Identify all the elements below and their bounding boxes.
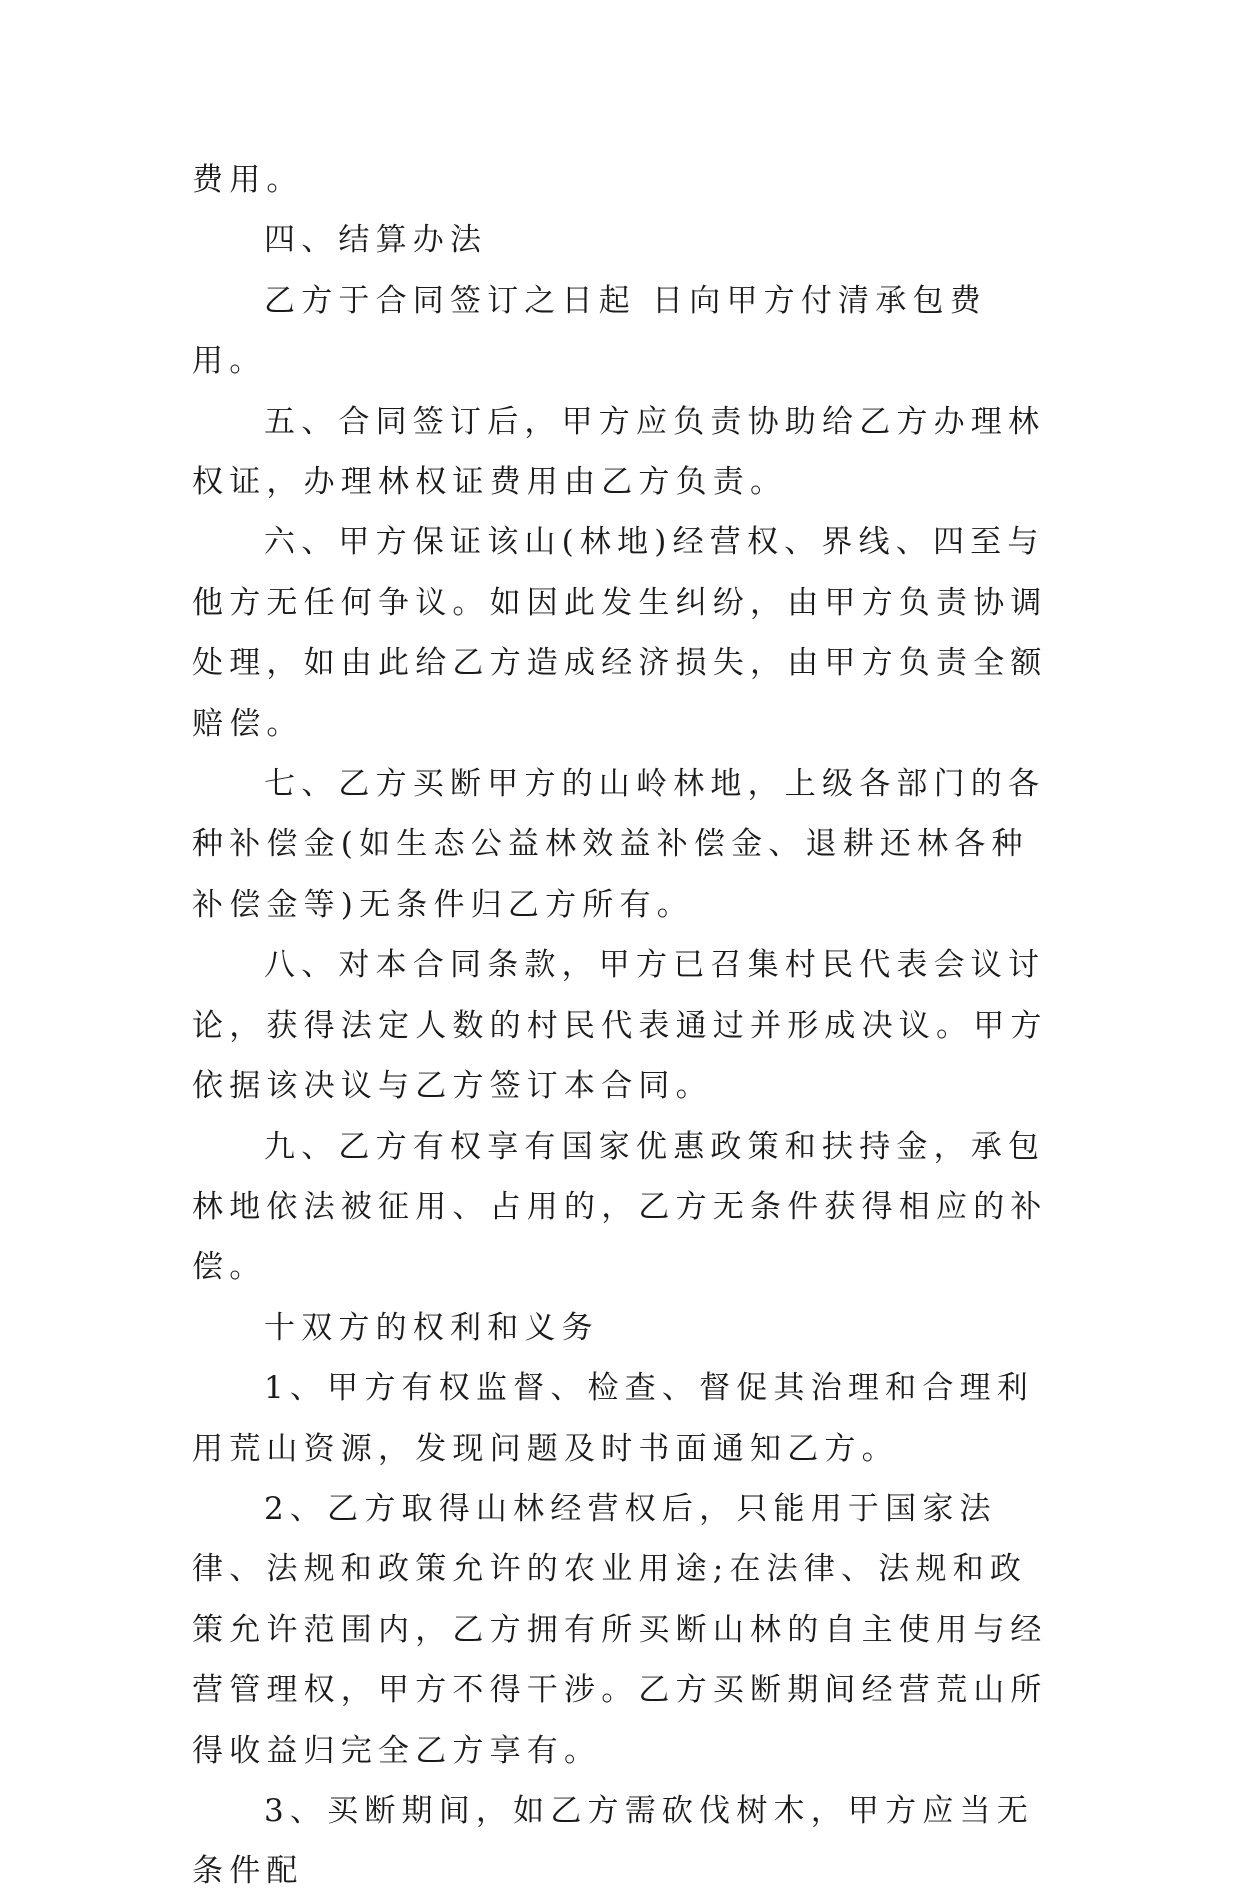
paragraph-payment-term: 乙方于合同签订之日起 日向甲方付清承包费用。 [192, 282, 987, 380]
heading-rights-obligations: 十双方的权利和义务 [264, 1309, 599, 1346]
item-one: 1、甲方有权监督、检查、督促其治理和合理利用荒山资源，发现问题及时书面通知乙方。 [192, 1370, 1034, 1467]
clause-nine: 九、乙方有权享有国家优惠政策和扶持金，承包林地依法被征用、占用的，乙方无条件获得相应的补偿。 [192, 1128, 1048, 1286]
heading-settlement-method: 四、结算办法 [264, 222, 488, 259]
document-body [192, 150, 1057, 1902]
clause-seven: 七、乙方买断甲方的山岭林地，上级各部门的各种补偿金(如生态公益林效益补偿金、退耕还林各种补偿金等)无条件归乙方所有。 [192, 766, 1046, 923]
item-two: 2、乙方取得山林经营权后，只能用于国家法律、法规和政策允许的农业用途;在法律、法规和政策允许范围内，乙方拥有所买断山林的自主使用与经营管理权，甲方不得干涉。乙方买断期间经营荒山所得收益归完全乙方享有。 [192, 1490, 1048, 1769]
clause-eight: 八、对本合同条款，甲方已召集村民代表会议讨论，获得法定人数的村民代表通过并形成决议。甲方依据该决议与乙方签订本合同。 [192, 947, 1048, 1105]
item-three: 3、买断期间，如乙方需砍伐树木，甲方应当无条件配 [192, 1792, 1034, 1890]
clause-six: 六、甲方保证该山(林地)经营权、界线、四至与他方无任何争议。如因此发生纠纷，由甲方负责协调处理，如由此给乙方造成经济损失，由甲方负责全额赔偿。 [192, 524, 1048, 742]
paragraph-fee-end: 费用。 [192, 162, 304, 198]
clause-five: 五、合同签订后，甲方应负责协助给乙方办理林权证，办理林权证费用由乙方负责。 [192, 403, 1046, 501]
